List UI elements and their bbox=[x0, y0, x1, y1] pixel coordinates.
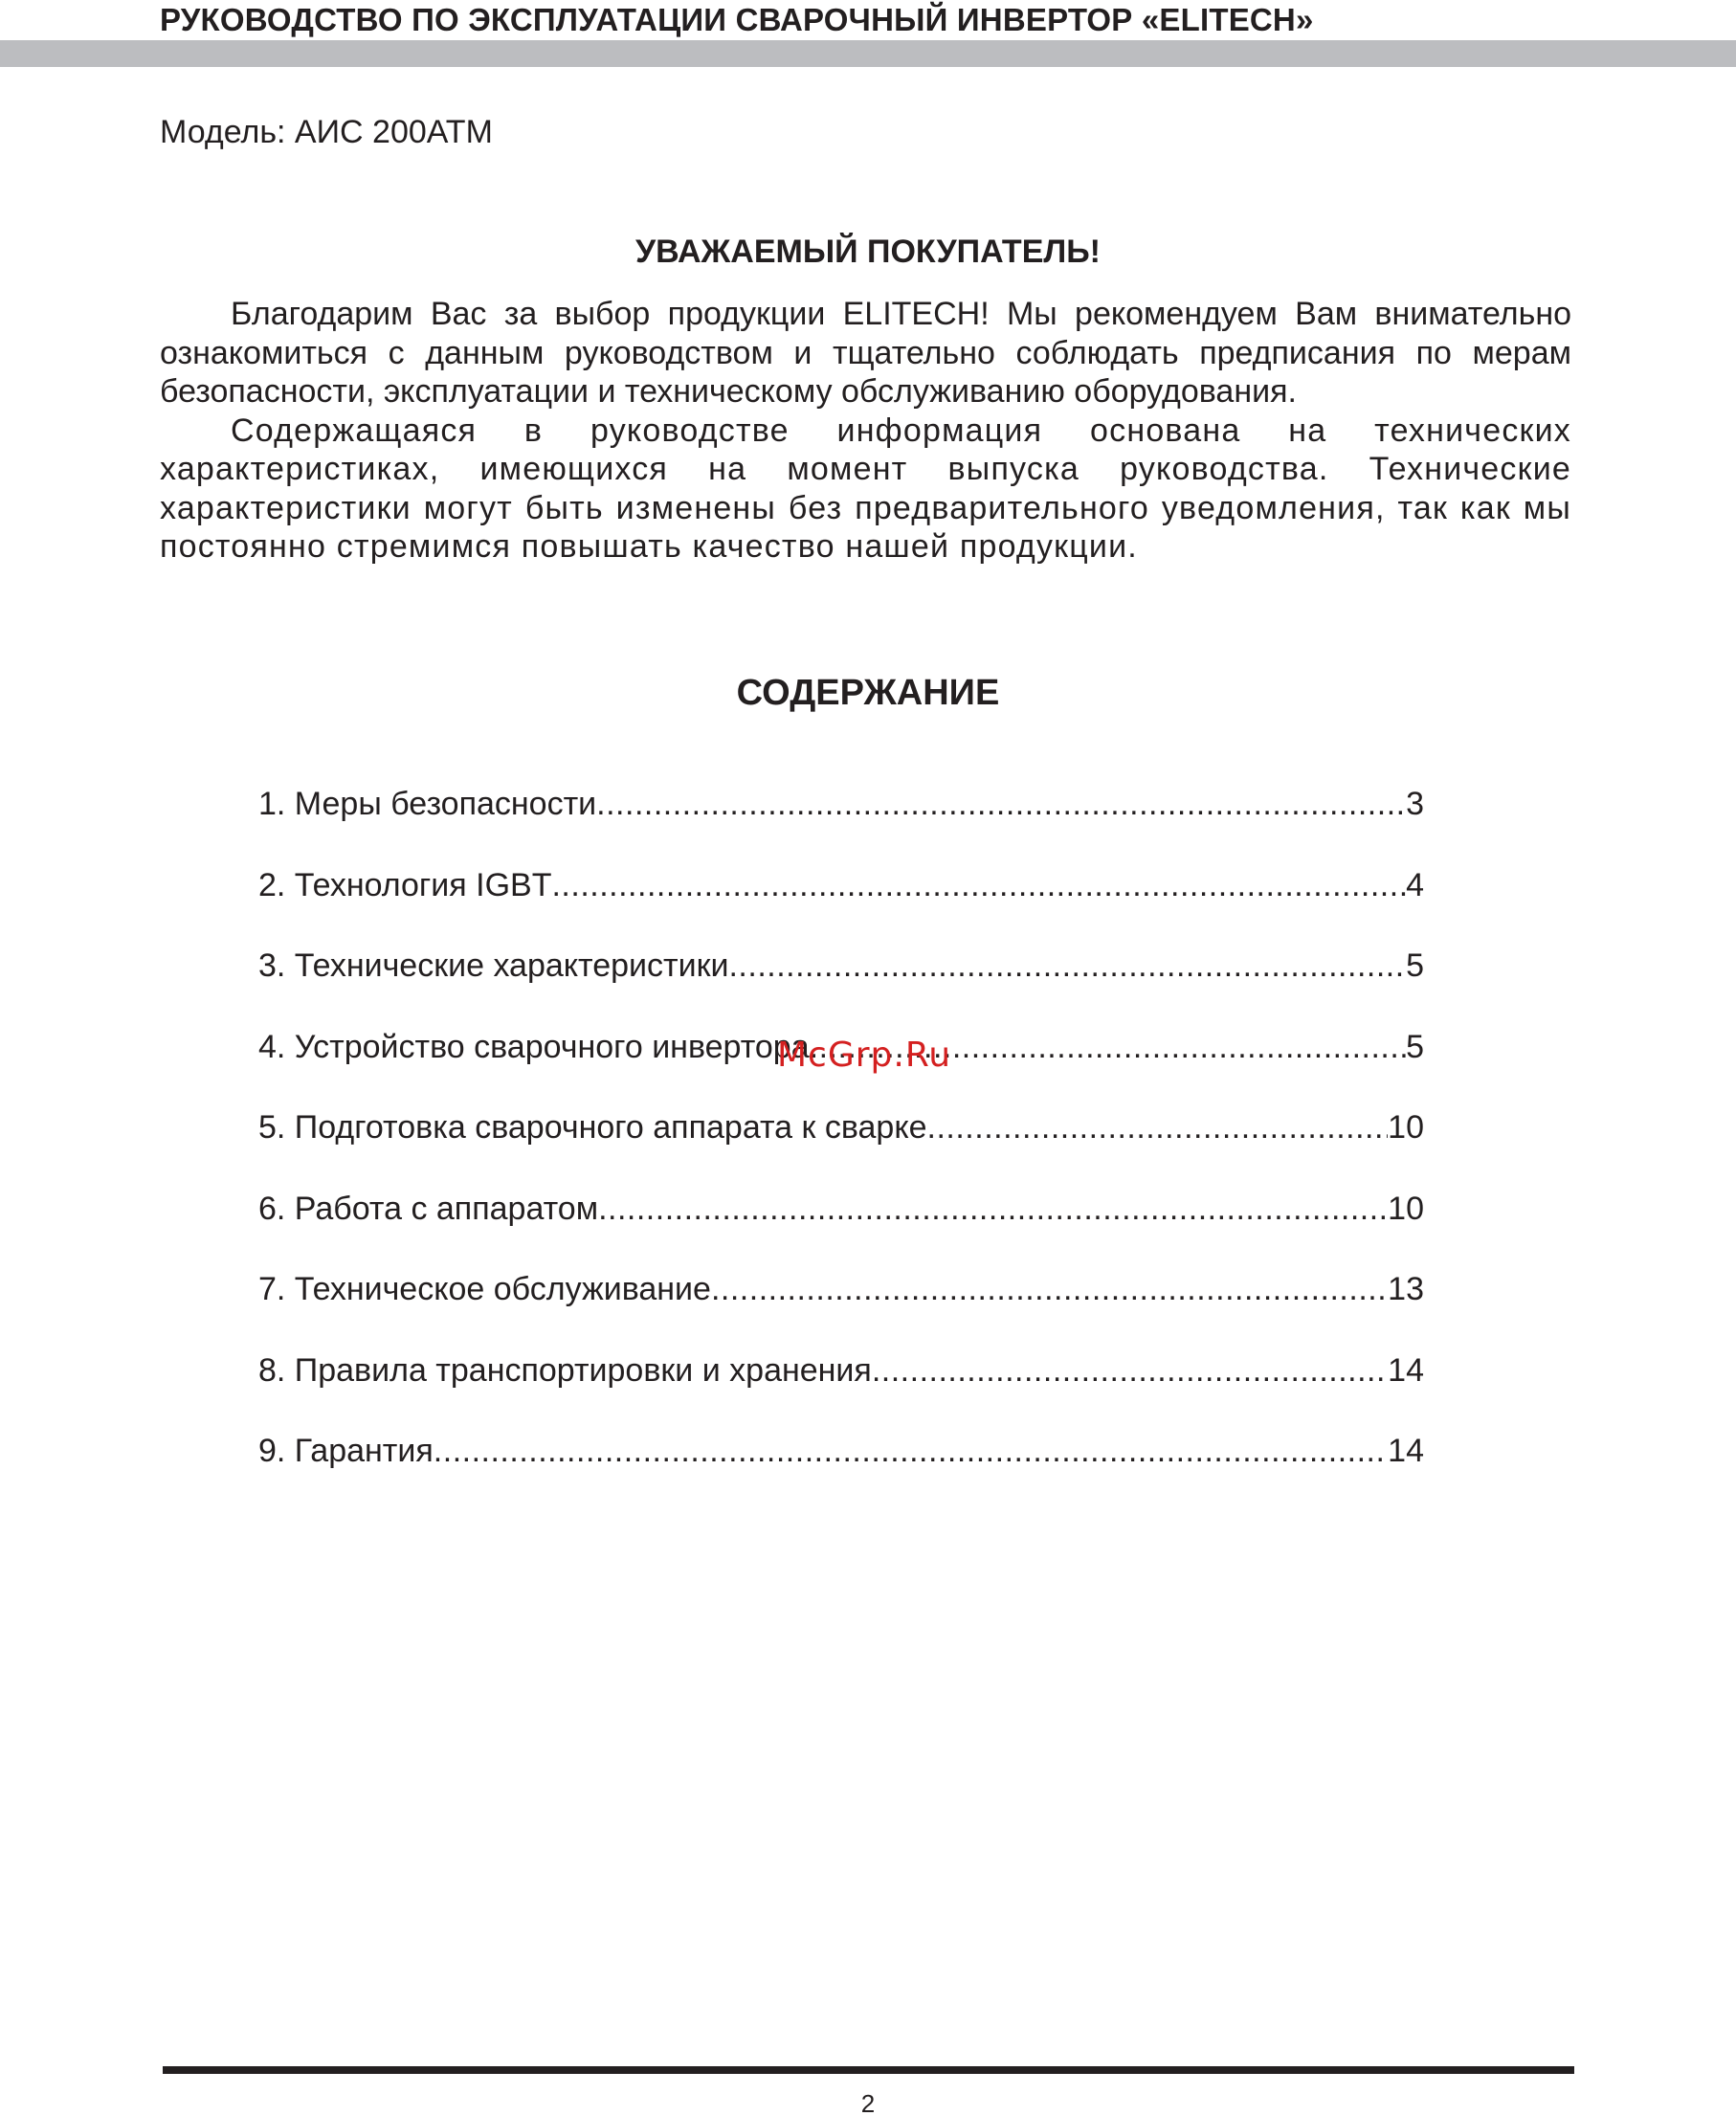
toc-item-page: 5 bbox=[1406, 947, 1424, 984]
toc-item-page: 14 bbox=[1388, 1351, 1424, 1389]
toc-item-label: 5. Подготовка сварочного аппарата к сварке bbox=[258, 1109, 927, 1146]
toc-item-label: 2. Технология IGBT bbox=[258, 866, 552, 903]
toc-item-page: 14 bbox=[1388, 1433, 1424, 1469]
toc-leader-dots bbox=[434, 1427, 1388, 1475]
toc-item-page: 10 bbox=[1388, 1190, 1424, 1227]
greeting-heading: УВАЖАЕМЫЙ ПОКУПАТЕЛЬ! bbox=[634, 234, 1101, 270]
toc-leader-dots bbox=[598, 1185, 1388, 1233]
toc-item-9[interactable] bbox=[258, 1427, 1424, 1508]
toc-item-8[interactable] bbox=[258, 1347, 1424, 1428]
toc-leader-dots bbox=[551, 861, 1406, 909]
toc-item-7[interactable] bbox=[258, 1265, 1424, 1347]
header-bar bbox=[0, 40, 1736, 67]
toc-leader-dots bbox=[728, 942, 1406, 990]
toc-item-6[interactable] bbox=[258, 1185, 1424, 1266]
watermark: McGrp.Ru bbox=[777, 1036, 952, 1075]
document-header-title: РУКОВОДСТВО ПО ЭКСПЛУАТАЦИИ СВАРОЧНЫЙ ИНВЕРТОР «ELITECH» bbox=[160, 2, 1314, 37]
toc-item-label: 6. Работа с аппаратом bbox=[258, 1190, 599, 1227]
footer-rule bbox=[163, 2066, 1574, 2074]
table-of-contents bbox=[258, 780, 1424, 1508]
toc-item-label: 8. Правила транспортировки и хранения bbox=[258, 1351, 872, 1389]
toc-item-2[interactable] bbox=[258, 861, 1424, 943]
toc-item-5[interactable] bbox=[258, 1103, 1424, 1185]
toc-leader-dots bbox=[927, 1103, 1389, 1151]
toc-item-label: 3. Технические характеристики bbox=[258, 947, 729, 984]
toc-item-page: 4 bbox=[1406, 866, 1424, 903]
toc-leader-dots bbox=[596, 780, 1406, 828]
intro-paragraph-1: Благодарим Вас за выбор продукции ELITECH! Мы рекомендуем Вам внимательно ознакомиться с данным руководством и тщательно соблюдать предписания по мерам безопасности, эксплуатации и техническому обслуживанию оборудования. bbox=[160, 296, 1571, 410]
model-label: Модель: АИС 200АТМ bbox=[160, 114, 493, 150]
page-number: 2 bbox=[860, 2089, 876, 2116]
toc-item-1[interactable] bbox=[258, 780, 1424, 861]
toc-item-page: 13 bbox=[1388, 1271, 1424, 1307]
toc-item-label: 7. Техническое обслуживание bbox=[258, 1271, 711, 1307]
toc-title: СОДЕРЖАНИЕ bbox=[736, 673, 1000, 713]
intro-paragraph-2: Содержащаяся в руководстве информация основана на технических характеристиках, имеющихся на момент выпуска руководства. Технические характеристики могут быть изменены без предварительного уведомления, так как мы постоянно стремимся повышать качество нашей продукции. bbox=[160, 412, 1571, 565]
intro-text bbox=[160, 295, 1571, 567]
toc-item-page: 5 bbox=[1406, 1028, 1424, 1065]
toc-item-page: 10 bbox=[1388, 1109, 1424, 1146]
toc-item-label: 1. Меры безопасности bbox=[258, 786, 597, 822]
toc-item-page: 3 bbox=[1406, 786, 1424, 822]
toc-leader-dots bbox=[872, 1347, 1388, 1394]
toc-item-label: 4. Устройство сварочного инвертора bbox=[258, 1028, 810, 1065]
toc-leader-dots bbox=[711, 1265, 1388, 1313]
toc-item-label: 9. Гарантия bbox=[258, 1433, 434, 1469]
toc-item-3[interactable] bbox=[258, 942, 1424, 1023]
